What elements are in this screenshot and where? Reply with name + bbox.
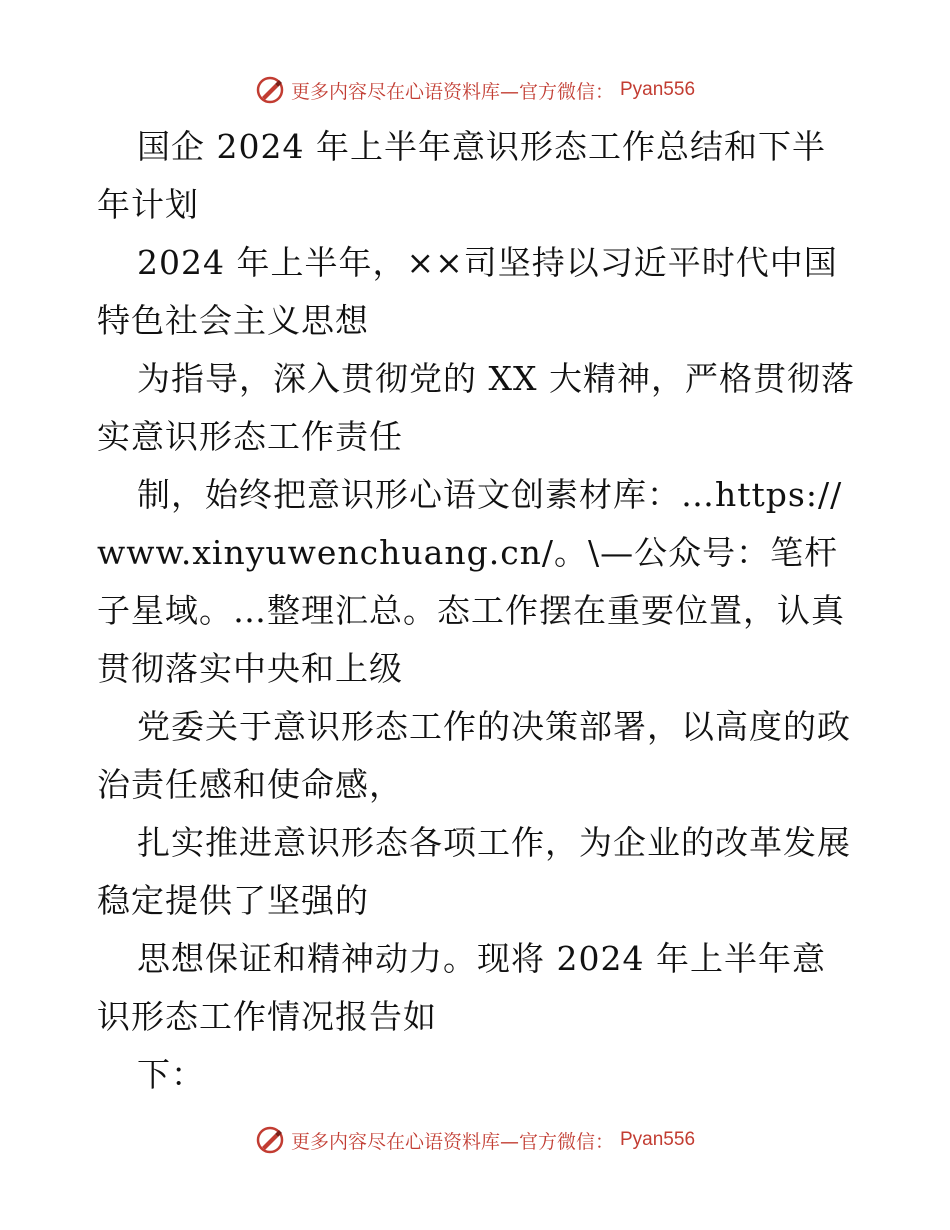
paragraph: 2024 年上半年，××司坚持以习近平时代中国特色社会主义思想 (97, 243, 838, 340)
document-title: 国企 2024 年上半年意识形态工作总结和下半年计划 (97, 127, 826, 224)
paragraph: 为指导，深入贯彻党的 XX 大精神，严格贯彻落实意识形态工作责任 (97, 359, 855, 456)
paragraph: 党委关于意识形态工作的决策部署，以高度的政治责任感和使命感， (97, 707, 851, 804)
paragraph: 思想保证和精神动力。现将 2024 年上半年意识形态工作情况报告如 (97, 939, 826, 1036)
header-watermark (0, 70, 950, 110)
document-body (97, 118, 857, 1104)
watermark-wechat-id: Pyan556 (620, 1129, 696, 1150)
footer-watermark (0, 1120, 950, 1160)
watermark-text: 更多内容尽在心语资料库—官方微信： (290, 1130, 614, 1153)
pen-logo-icon (255, 75, 285, 105)
pen-logo-icon (255, 1125, 285, 1155)
paragraph: 制，始终把意识形心语文创素材库：…https://www.xinyuwenchuang.cn/。\—公众号：笔杆子星域。…整理汇总。态工作摆在重要位置，认真贯彻落实中央和上级 (97, 475, 845, 688)
watermark-text: 更多内容尽在心语资料库—官方微信： (290, 80, 614, 103)
watermark-wechat-id: Pyan556 (620, 79, 696, 100)
paragraph: 下： (137, 1055, 205, 1094)
paragraph: 扎实推进意识形态各项工作，为企业的改革发展稳定提供了坚强的 (97, 823, 851, 920)
